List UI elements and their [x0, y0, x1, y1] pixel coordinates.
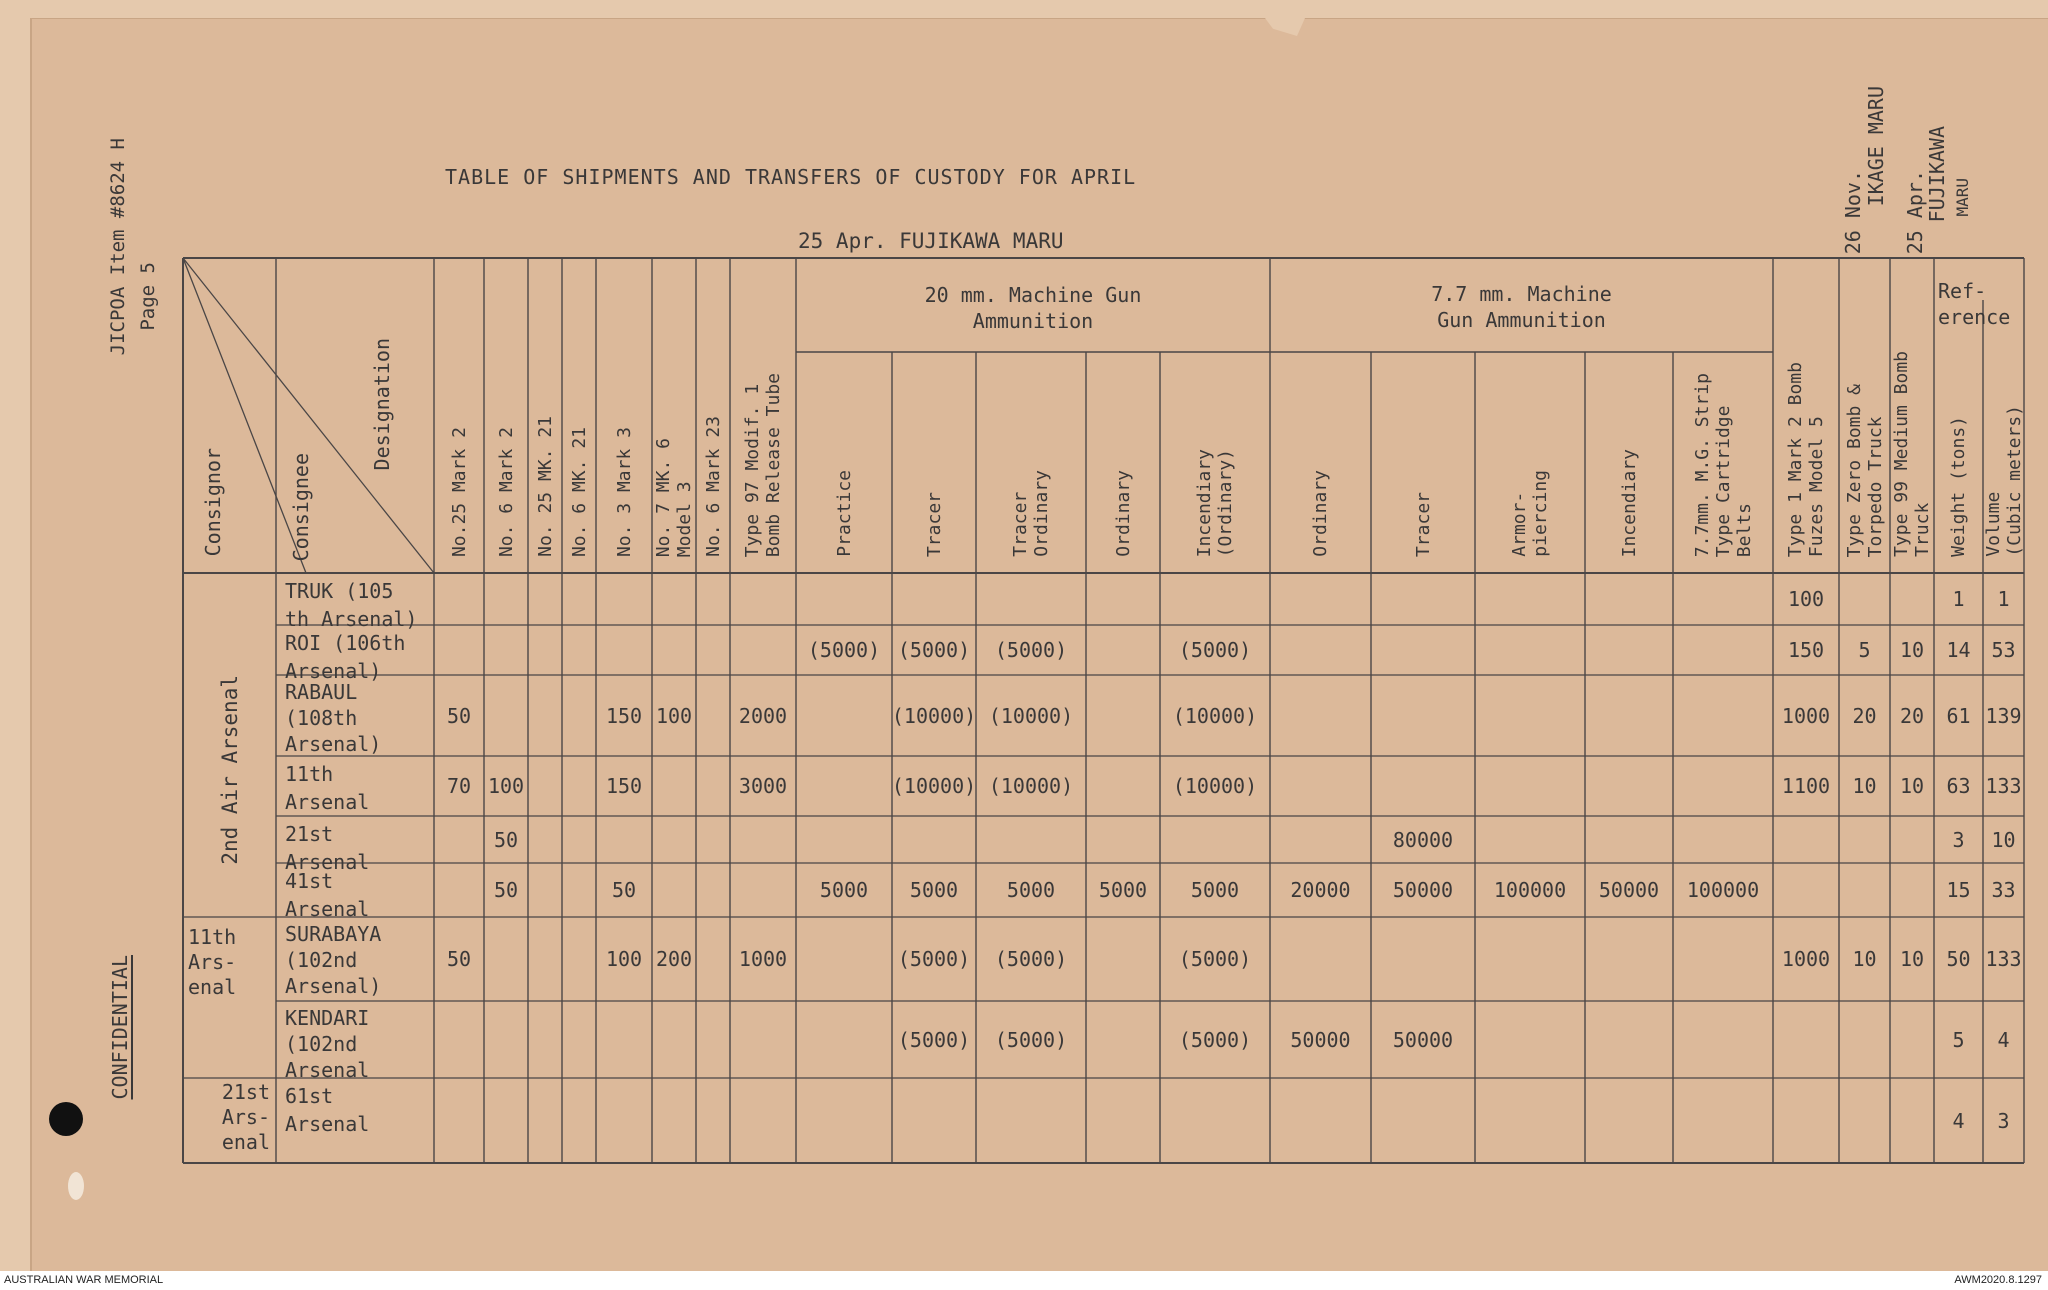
table-cell: 20: [1852, 703, 1877, 728]
table-cell: 100: [605, 947, 643, 971]
jicpoa-reference: JICPOA Item #8624 H: [107, 138, 129, 356]
column-header: Type Zero Bomb & Torpedo Truck: [1843, 383, 1886, 557]
table-cell: 100000: [1493, 878, 1567, 902]
table-cell: 50000: [1392, 1027, 1454, 1052]
table-cell: 53: [1991, 638, 2016, 662]
table-cell: 5000: [819, 878, 869, 902]
table-cell: 10: [1852, 947, 1877, 971]
column-header: No. 6 Mark 2: [495, 426, 517, 557]
consignee-label: TRUK (105 th Arsenal): [285, 579, 418, 631]
table-cell: 5000: [909, 878, 959, 902]
table-cell: 5: [1858, 638, 1871, 662]
column-header: Type 1 Mark 2 Bomb Fuzes Model 5: [1785, 361, 1827, 557]
table-cell: 33: [1991, 878, 2016, 902]
table-cell: 100: [487, 774, 525, 798]
table-cell: 50: [446, 947, 472, 971]
table-cell: (10000): [988, 774, 1074, 798]
table-cell: 100000: [1686, 878, 1760, 902]
table-cell: 20000: [1290, 878, 1351, 902]
table-cell: 5: [1952, 1027, 1965, 1052]
table-cell: 20: [1899, 703, 1925, 728]
header-group-reference: Ref- erence: [1938, 279, 2011, 329]
table-cell: 50: [493, 878, 519, 902]
table-cell: 10: [1852, 774, 1877, 798]
column-header: Practice: [833, 470, 855, 557]
column-header: No. 3 Mark 3: [613, 426, 635, 557]
header-group-20mm: 20 mm. Machine Gun Ammunition: [924, 283, 1142, 333]
table-cell: (5000): [1178, 947, 1252, 971]
table-cell: 80000: [1392, 827, 1454, 852]
table-cell: (5000): [1178, 638, 1252, 662]
table-cell: (10000): [891, 703, 977, 728]
table-cell: 200: [655, 947, 693, 971]
column-header: No.25 Mark 2: [448, 426, 470, 557]
table-cell: (5000): [807, 638, 881, 662]
table-cell: (5000): [897, 1027, 971, 1052]
header-designation: Designation: [370, 338, 394, 471]
column-header: Volume (Cubic meters): [1982, 405, 2025, 557]
table-cell: 139: [1985, 703, 2022, 728]
table-cell: 5000: [1006, 878, 1056, 902]
column-header: No. 6 MK. 21: [568, 426, 590, 557]
column-header: Tracer: [923, 491, 945, 557]
column-header: Tracer: [1412, 491, 1434, 557]
header-group-77mm: 7.7 mm. Machine Gun Ammunition: [1431, 282, 1612, 332]
table-cell: (5000): [897, 947, 971, 971]
table-cell: (5000): [897, 638, 971, 662]
table-cell: 63: [1946, 774, 1971, 798]
table-cell: 5000: [1190, 878, 1240, 902]
table-cell: 4: [1952, 1108, 1965, 1133]
table-cell: 3: [1952, 827, 1965, 852]
table-cell: 50: [611, 878, 637, 902]
confidential-stamp: CONFIDENTIAL: [108, 955, 132, 1100]
column-header: Type 97 Modif. 1 Bomb Release Tube: [742, 372, 784, 557]
table-cell: 4: [1997, 1027, 2010, 1052]
column-header: Incendiary (Ordinary): [1194, 448, 1236, 557]
consignee-label: 61st Arsenal: [285, 1084, 370, 1136]
consignor-21st-arsenal: 21st Ars- enal: [221, 1080, 270, 1154]
table-cell: 10: [1991, 827, 2016, 852]
table-cell: (10000): [1172, 703, 1258, 728]
table-cell: 10: [1899, 638, 1925, 662]
note-ship-2-cont: MARU: [1953, 178, 1972, 217]
table-cell: 100: [1787, 587, 1825, 611]
column-header: Incendiary: [1618, 448, 1640, 557]
column-header: Armor- piercing: [1509, 470, 1551, 557]
table-cell: 70: [446, 774, 472, 798]
document-title: TABLE OF SHIPMENTS AND TRANSFERS OF CUSTODY FOR APRIL: [445, 165, 1137, 189]
column-header: Ordinary: [1310, 470, 1331, 557]
footer-bar: [0, 1271, 2048, 1290]
footer-accession: AWM2020.8.1297: [1954, 1274, 2042, 1286]
table-cell: 10: [1899, 774, 1925, 798]
table-cell: 100: [655, 703, 693, 728]
table-cell: 1000: [1781, 947, 1831, 971]
table-cell: 50000: [1290, 1027, 1351, 1052]
table-cell: 50000: [1392, 878, 1454, 902]
table-cell: (5000): [994, 947, 1068, 971]
table-cell: 3: [1997, 1108, 2010, 1133]
table-cell: 150: [605, 774, 643, 798]
table-cell: 50: [493, 827, 519, 852]
table-cell: 1000: [1781, 703, 1831, 728]
table-cell: 50: [446, 703, 472, 728]
table-cell: 5000: [1098, 878, 1148, 902]
note-date-1: 26 Nov.: [1841, 170, 1865, 255]
table-cell: 50: [1946, 947, 1971, 971]
table-cell: 1: [1997, 587, 2010, 611]
column-header: Type 99 Medium Bomb Truck: [1891, 351, 1933, 557]
column-header: 7.7mm. M.G. Strip Type Cartridge Belts: [1691, 372, 1755, 557]
table-cell: 10: [1899, 947, 1925, 971]
header-consignor: Consignor: [201, 448, 225, 557]
column-header: Weight (tons): [1948, 416, 1969, 557]
consignee-label: KENDARI (102nd Arsenal: [285, 1006, 370, 1082]
table-cell: (10000): [891, 774, 977, 798]
table-cell: 133: [1985, 774, 2022, 798]
note-date-2: 25 Apr.: [1903, 170, 1927, 255]
table-cell: 133: [1985, 947, 2022, 971]
consignee-label: ROI (106th Arsenal): [285, 631, 406, 683]
column-header: No. 25 MK. 21: [534, 416, 556, 557]
note-ship-1: IKAGE MARU: [1864, 86, 1888, 207]
page-number: Page 5: [137, 262, 159, 331]
column-header: No. 7 MK. 6 Model 3: [653, 437, 695, 557]
table-cell: (5000): [1178, 1027, 1252, 1052]
table-cell: (10000): [1172, 774, 1258, 798]
table-cell: (5000): [994, 638, 1068, 662]
consignee-label: SURABAYA (102nd Arsenal): [285, 922, 382, 998]
footer-credit: AUSTRALIAN WAR MEMORIAL: [4, 1274, 164, 1286]
note-ship-2: FUJIKAWA: [1925, 126, 1949, 223]
consignor-2nd-air-arsenal: 2nd Air Arsenal: [218, 675, 242, 865]
table-cell: 150: [605, 703, 643, 728]
table-cell: 1: [1952, 587, 1965, 611]
table-cell: 50000: [1598, 878, 1660, 902]
consignee-label: 41st Arsenal: [285, 869, 370, 921]
table-cell: 3000: [738, 774, 788, 798]
header-consignee: Consignee: [289, 453, 313, 562]
column-header: Tracer Ordinary: [1010, 470, 1052, 557]
table-cell: 150: [1787, 638, 1825, 662]
consignee-label: RABAUL (108th Arsenal): [285, 680, 382, 756]
table-cell: 61: [1946, 703, 1971, 728]
table-cell: 2000: [738, 703, 788, 728]
column-header: No. 6 Mark 23: [702, 416, 724, 557]
consignee-label: 21st Arsenal: [285, 822, 370, 874]
consignor-11th-arsenal: 11th Ars- enal: [188, 925, 237, 999]
table-cell: (10000): [988, 703, 1074, 728]
column-header: Ordinary: [1112, 470, 1134, 557]
table-cell: 14: [1946, 638, 1971, 662]
shipment-heading: 25 Apr. FUJIKAWA MARU: [798, 229, 1064, 253]
consignee-label: 11th Arsenal: [285, 762, 370, 814]
table-cell: 15: [1946, 878, 1971, 902]
table-cell: 1100: [1781, 774, 1831, 798]
table-cell: (5000): [994, 1027, 1068, 1052]
table-cell: 1000: [738, 947, 788, 971]
